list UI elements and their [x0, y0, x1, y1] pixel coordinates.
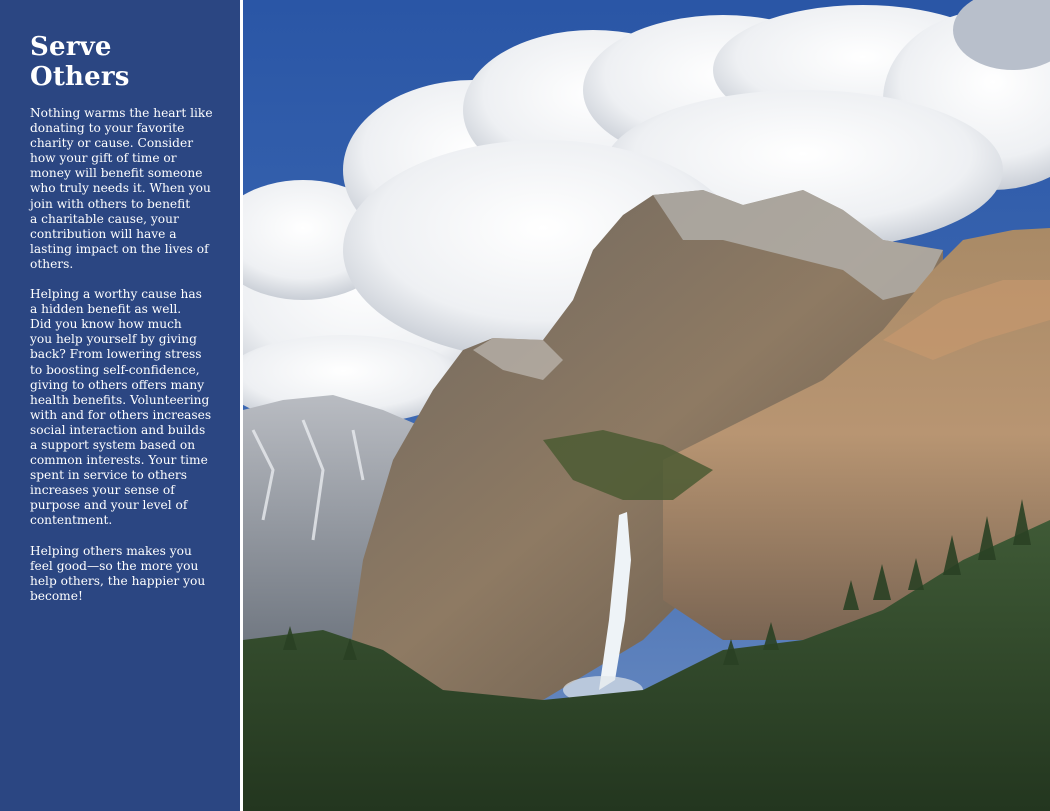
landscape-photo — [243, 0, 1050, 811]
body-paragraph-1: Nothing warms the heart like donating to your favorite charity or cause. Consider how your gift of time or money will benefit someone who truly needs it. When you join with others to benefit a charitable cause, your contribution will have a lasting impact on the lives of others. — [30, 106, 213, 271]
page-title: Serve Others — [30, 32, 130, 92]
landscape-illustration — [243, 0, 1050, 811]
text-sidebar — [0, 0, 240, 811]
body-paragraph-2: Helping a worthy cause has a hidden benefit as well. Did you know how much you help yourself by giving back? From lowering stress to boosting self-confidence, giving to others offers many health benefits. Volunteering with and for others increases social interaction and builds a support system based on common interests. Your time spent in service to others increases your sense of purpose and your level of contentment. — [30, 287, 212, 528]
body-paragraph-3: Helping others makes you feel good—so the more you help others, the happier you become! — [30, 543, 206, 603]
